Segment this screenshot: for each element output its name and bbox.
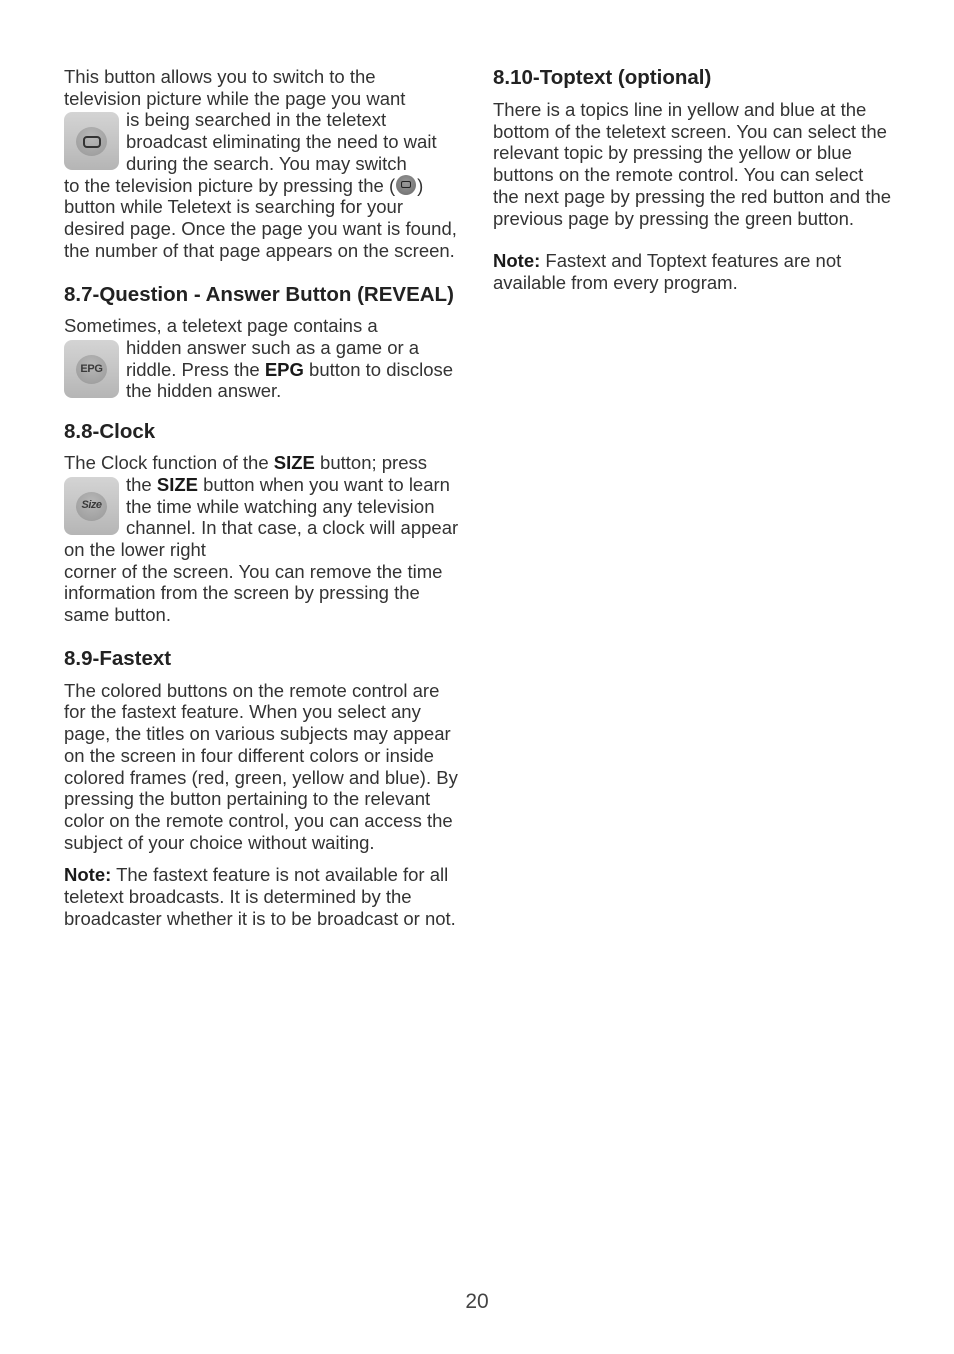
reveal-section: [64, 283, 464, 402]
fastext-note: Note: The fastext feature is not available for all teletext broadcasts. It is determined by the broadcaster whether it is to be broadcast or not.: [64, 864, 456, 929]
clock-continued: corner of the screen. You can remove the time information from the screen by pressing the same button.: [64, 560, 443, 626]
epg-button-icon: EPG: [64, 340, 119, 398]
fastext-section: [64, 647, 464, 930]
size-button-icon: Size: [64, 477, 119, 535]
intro-line-1: This button allows you to switch to the: [64, 66, 376, 87]
clock-heading: 8.8-Clock: [64, 420, 156, 444]
clock-line-1: The Clock function of the SIZE button; press: [64, 452, 427, 474]
right-column: [493, 66, 893, 294]
toptext-heading: 8.10-Toptext (optional): [493, 66, 712, 89]
intro-section: [64, 66, 464, 261]
toptext-note: Note: Fastext and Toptext features are not available from every program.: [493, 250, 842, 293]
reveal-line-1: Sometimes, a teletext page contains a: [64, 315, 378, 337]
toptext-section: [493, 66, 893, 294]
intro-line-2: television picture while the page you want: [64, 87, 406, 109]
page-number: 20: [465, 1290, 489, 1313]
reveal-wrap-text: hidden answer such as a game or a riddle. Press the EPG button to disclose the hidden answer.: [126, 337, 454, 402]
tv-inline-icon: [396, 175, 416, 195]
fastext-body: The colored buttons on the remote control are for the fastext feature. When you select any page, the titles on various subjects may appear on the screen in four different colors or inside colored frames (red, green, yellow and blue). By pressing the button pertaining to the relevant color on the remote control, you can access the subject of your choice without waiting.: [64, 679, 458, 853]
reveal-heading: 8.7-Question - Answer Button (REVEAL): [64, 283, 454, 307]
clock-wrap-text: the SIZE button when you want to learn the time while watching any television channel. In that case, a clock will appear on the lower right: [64, 473, 459, 560]
clock-section: [64, 420, 464, 626]
intro-wrap-text: is being searched in the teletext broadcast eliminating the need to wait during the search. You may switch: [126, 109, 437, 174]
toptext-body: There is a topics line in yellow and blue at the bottom of the teletext screen. You can select the relevant topic by pressing the yellow or blue buttons on the remote control. You can select the next page by pressing the red button and the previous page by pressing the green button.: [493, 99, 892, 229]
fastext-heading: 8.9-Fastext: [64, 646, 172, 670]
intro-continued: to the television picture by pressing the ( ) button while Teletext is searching for your desired page. Once the page you want is found, the number of that page appears on the screen.: [64, 174, 457, 261]
tv-button-icon: [64, 112, 119, 170]
left-column: [64, 66, 464, 930]
